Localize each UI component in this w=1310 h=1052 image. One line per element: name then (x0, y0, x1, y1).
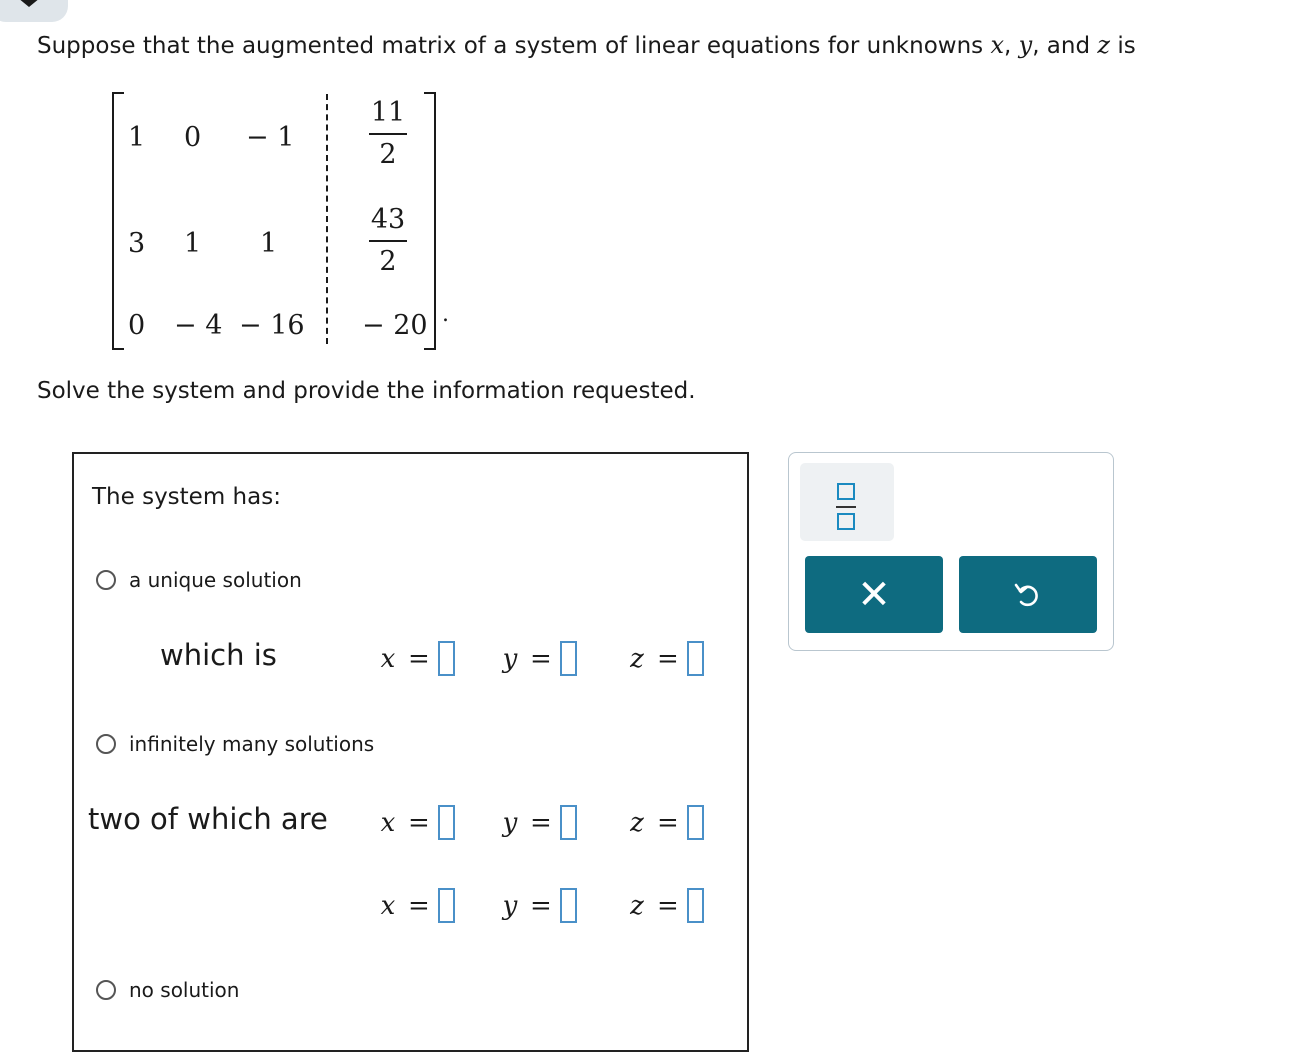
matrix-cell: 1 (260, 228, 278, 259)
option-unique-solution[interactable] (96, 568, 302, 592)
inf2-y-input[interactable] (560, 888, 577, 923)
matrix-cell: 1 (184, 228, 202, 259)
unique-z-input[interactable] (687, 641, 704, 676)
inf2-z-equation (627, 888, 704, 923)
var-y: y (502, 643, 518, 674)
equals-sign: = (408, 643, 430, 674)
inf2-y-equation (500, 888, 577, 923)
var-x: x (990, 31, 1004, 59)
matrix-cell: 3 (128, 228, 146, 259)
is-text: is (1110, 33, 1136, 59)
var-z: z (630, 890, 644, 921)
equals-sign: = (657, 807, 679, 838)
undo-button[interactable] (959, 556, 1097, 633)
fraction-bar (369, 133, 407, 135)
matrix-cell: 0 (184, 122, 202, 153)
infinite-lead-text: two of which are (88, 802, 328, 836)
system-has-label: The system has: (92, 484, 281, 510)
augmented-matrix (112, 92, 457, 348)
inf1-x-equation (378, 805, 455, 840)
chevron-down-icon (18, 0, 40, 7)
denominator: 2 (379, 139, 397, 170)
radio-unique[interactable] (96, 570, 116, 590)
equals-sign: = (657, 643, 679, 674)
inf1-y-input[interactable] (560, 805, 577, 840)
undo-icon (1014, 580, 1042, 610)
unique-y-equation (500, 641, 577, 676)
matrix-cell: 1 (128, 122, 146, 153)
period: . (442, 302, 449, 327)
fraction-icon (837, 483, 855, 500)
augment-divider (326, 94, 328, 344)
var-x: x (380, 807, 396, 838)
inf1-y-equation (500, 805, 577, 840)
equals-sign: = (657, 890, 679, 921)
numerator: 11 (370, 97, 406, 128)
option-label: infinitely many solutions (129, 732, 375, 756)
unique-z-equation (627, 641, 704, 676)
var-y: y (502, 807, 518, 838)
fraction-icon-bar (836, 506, 856, 508)
inf2-x-input[interactable] (438, 888, 455, 923)
var-x: x (380, 890, 396, 921)
var-y: y (1018, 31, 1033, 59)
inf1-z-input[interactable] (687, 805, 704, 840)
collapse-tab[interactable] (0, 0, 68, 22)
var-z: z (630, 643, 644, 674)
intro-text: Suppose that the augmented matrix of a system of linear equations for unknowns (37, 33, 991, 59)
equals-sign: = (530, 643, 552, 674)
inf2-z-input[interactable] (687, 888, 704, 923)
equals-sign: = (530, 807, 552, 838)
var-x: x (380, 643, 396, 674)
matrix-cell: − 1 (246, 122, 295, 153)
unique-x-input[interactable] (438, 641, 455, 676)
denominator: 2 (379, 246, 397, 277)
fraction-bar (369, 240, 407, 242)
question-intro (37, 31, 1136, 59)
fraction-11-over-2 (363, 96, 413, 172)
unique-x-equation (378, 641, 455, 676)
math-tool-panel (788, 452, 1114, 651)
comma: , (1004, 33, 1019, 59)
numerator: 43 (370, 204, 406, 235)
matrix-cell: 0 (128, 310, 146, 341)
comma-and: , and (1032, 33, 1098, 59)
option-no-solution[interactable] (96, 978, 239, 1002)
radio-infinite[interactable] (96, 734, 116, 754)
unique-y-input[interactable] (560, 641, 577, 676)
radio-none[interactable] (96, 980, 116, 1000)
option-infinitely-many[interactable] (96, 732, 374, 756)
answer-area (72, 452, 749, 1052)
fraction-icon-lower (837, 513, 855, 530)
fraction-button[interactable] (800, 463, 894, 541)
option-label: no solution (129, 978, 240, 1002)
x-icon: ✕ (857, 571, 891, 618)
fraction-43-over-2 (363, 203, 413, 279)
var-z: z (630, 807, 644, 838)
var-z: z (1097, 31, 1111, 59)
instruction-text: Solve the system and provide the information requested. (37, 378, 696, 404)
inf2-x-equation (378, 888, 455, 923)
equals-sign: = (408, 807, 430, 838)
equals-sign: = (408, 890, 430, 921)
matrix-cell: − 4 (174, 310, 223, 341)
option-label: a unique solution (129, 568, 302, 592)
inf1-z-equation (627, 805, 704, 840)
clear-button[interactable] (805, 556, 943, 633)
matrix-cell: − 16 (239, 310, 305, 341)
var-y: y (502, 890, 518, 921)
unique-lead-text: which is (160, 638, 277, 672)
left-bracket (112, 92, 124, 350)
equals-sign: = (530, 890, 552, 921)
matrix-cell: − 20 (362, 310, 428, 341)
inf1-x-input[interactable] (438, 805, 455, 840)
